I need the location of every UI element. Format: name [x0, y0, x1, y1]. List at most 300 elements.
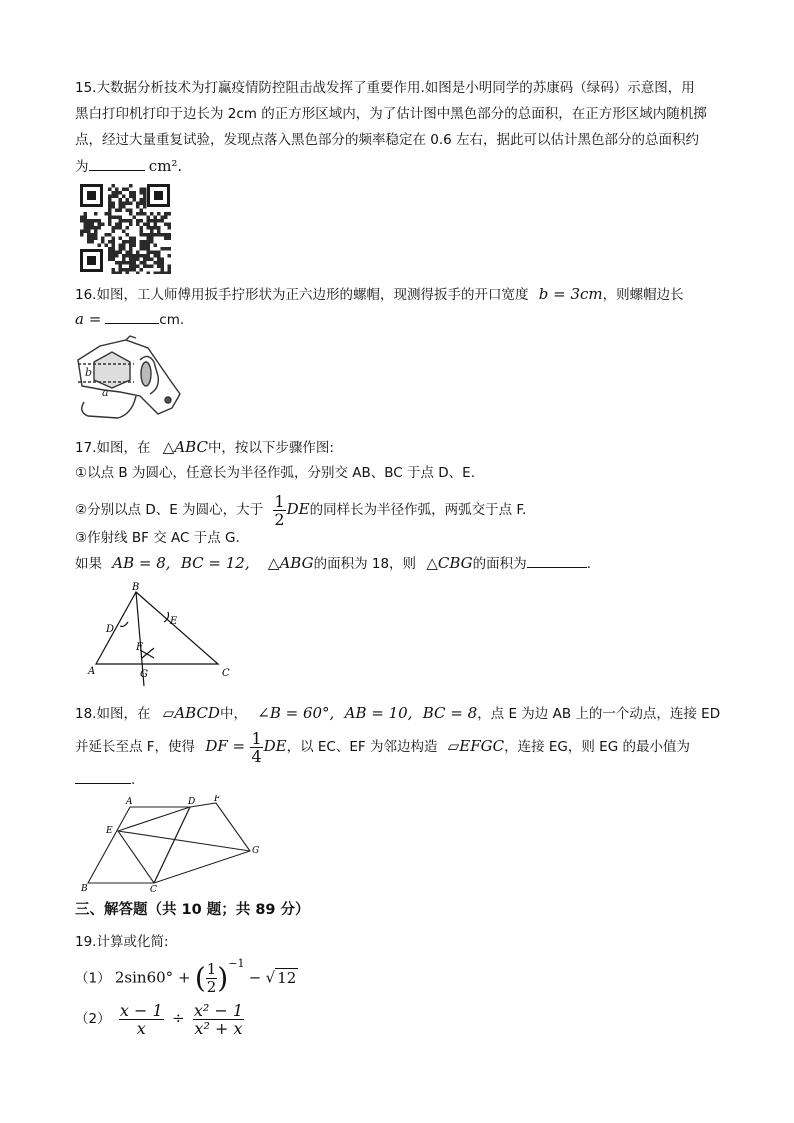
qr-module — [122, 240, 126, 244]
q18-line1-post: ，点 E 为边 AB 上的一个动点，连接 ED — [477, 706, 721, 722]
qr-module — [136, 223, 140, 227]
qr-module — [129, 223, 133, 227]
qr-module — [126, 240, 130, 244]
qr-module — [133, 254, 137, 258]
qr-module — [105, 244, 109, 248]
qr-module — [101, 237, 105, 241]
q17-step1: ①以点 B 为圆心，任意长为半径作弧，分别交 AB、BC 于点 D、E. — [75, 465, 475, 481]
fig17-label-f: F — [136, 642, 143, 653]
qr-module — [143, 195, 147, 199]
qr-module — [115, 254, 119, 258]
qr-module — [133, 191, 137, 195]
qr-module — [133, 237, 137, 241]
qr-module — [143, 223, 147, 227]
q17-tri-abc: △ABC — [162, 438, 208, 456]
qr-module — [143, 212, 147, 216]
q19-p1-paren-open: ( — [194, 961, 206, 995]
q19-p2-label: （2） — [75, 1011, 111, 1027]
qr-module — [108, 188, 112, 192]
q18-line2-mid: ，以 EC、EF 为邻边构造 — [286, 739, 438, 755]
q18-line3 — [75, 769, 135, 790]
qr-module — [84, 223, 88, 227]
qr-module — [112, 254, 116, 258]
qr-module — [133, 240, 137, 244]
q16-a-eq: a = — [75, 310, 102, 328]
qr-module — [98, 223, 102, 227]
qr-module — [126, 198, 130, 202]
qr-module — [157, 230, 161, 234]
qr-module — [147, 265, 151, 269]
qr-module — [147, 240, 151, 244]
qr-module — [150, 265, 154, 269]
qr-module — [112, 226, 116, 230]
qr-module — [80, 219, 84, 223]
qr-module — [115, 272, 119, 275]
q19-part1 — [75, 954, 298, 999]
qr-module — [98, 226, 102, 230]
qr-module — [112, 237, 116, 241]
qr-module — [80, 216, 84, 220]
qr-module — [108, 195, 112, 199]
fig17-label-e: E — [170, 616, 178, 627]
qr-module — [101, 223, 105, 227]
qr-module — [84, 212, 88, 216]
q17-fraction-half — [273, 493, 285, 528]
qr-module — [150, 251, 154, 255]
q17-condition — [75, 553, 591, 574]
qr-module — [87, 233, 91, 237]
q19-p1-frac-num: 1 — [206, 960, 217, 978]
qr-module — [84, 230, 88, 234]
q15-unit: cm². — [148, 157, 183, 175]
qr-module — [168, 268, 172, 272]
qr-module — [129, 212, 133, 216]
q18-df-eq: DF = — [205, 737, 246, 755]
qr-module — [143, 198, 147, 202]
qr-module — [108, 240, 112, 244]
qr-module — [143, 261, 147, 265]
q18-line1-zh: 中， — [219, 706, 247, 722]
qr-module — [154, 233, 158, 237]
qr-module — [150, 233, 154, 237]
qr-module — [122, 254, 126, 258]
fig18-label-e: E — [106, 826, 113, 836]
q18-line3-post: . — [131, 772, 136, 788]
qr-module — [143, 244, 147, 248]
qr-module — [126, 251, 130, 255]
q15-line4 — [75, 156, 182, 177]
qr-module — [157, 265, 161, 269]
qr-module — [126, 219, 130, 223]
q18-frac-den: 4 — [251, 746, 262, 766]
qr-module — [98, 219, 102, 223]
qr-module — [157, 258, 161, 262]
qr-module — [164, 216, 168, 220]
q19-p2-num2: x² − 1 — [193, 1000, 244, 1020]
qr-module — [115, 223, 119, 227]
qr-module — [164, 272, 168, 275]
qr-module — [136, 202, 140, 206]
qr-module — [94, 212, 98, 216]
qr-module — [119, 191, 123, 195]
qr-module — [140, 268, 144, 272]
fig16-b-label: b — [85, 366, 93, 379]
qr-module — [150, 212, 154, 216]
qr-module — [108, 223, 112, 227]
qr-module — [154, 251, 158, 255]
q15-line2: 黑白打印机打印于边长为 2cm 的正方形区域内，为了估计图中黑色部分的总面积，在正方形区域内随机掷 — [75, 106, 707, 122]
qr-module — [122, 258, 126, 262]
qr-module — [119, 247, 123, 251]
qr-module — [143, 247, 147, 251]
qr-module — [119, 223, 123, 227]
q17-period: . — [586, 556, 591, 572]
fig18-label-f: F — [214, 795, 221, 804]
qr-module — [140, 233, 144, 237]
qr-module — [129, 247, 133, 251]
wrench-figure — [74, 330, 186, 422]
qr-module — [133, 216, 137, 220]
qr-module — [136, 272, 140, 275]
qr-module — [129, 258, 133, 262]
q18-para-efgc: ▱EFGC — [447, 737, 505, 755]
qr-module — [133, 244, 137, 248]
qr-module — [133, 258, 137, 262]
qr-module — [147, 237, 151, 241]
qr-module — [91, 237, 95, 241]
qr-module — [84, 226, 88, 230]
q18-line1-pre: 18.如图，在 — [75, 706, 151, 722]
qr-module — [140, 209, 144, 213]
qr-module — [161, 233, 165, 237]
q18-line1 — [75, 703, 720, 724]
qr-module — [108, 209, 112, 213]
qr-module — [154, 272, 158, 275]
q17-cond-pre: 如果 — [75, 556, 102, 572]
qr-module — [157, 251, 161, 255]
qr-module — [129, 184, 133, 188]
sqrt-icon: √ — [265, 968, 276, 987]
qr-module — [84, 219, 88, 223]
qr-module — [136, 219, 140, 223]
qr-module — [119, 209, 123, 213]
fig18-label-g: G — [252, 846, 260, 856]
qr-module — [112, 195, 116, 199]
q17-cond-post: 的面积为 — [472, 556, 527, 572]
qr-module — [133, 265, 137, 269]
q15-line1: 15.大数据分析技术为打赢疫情防控阻击战发挥了重要作用.如图是小明同学的苏康码（绿码）示意图，用 — [75, 80, 695, 96]
qr-module — [122, 202, 126, 206]
qr-module — [112, 202, 116, 206]
qr-module — [129, 268, 133, 272]
q17-line1 — [75, 437, 334, 458]
qr-module — [136, 265, 140, 269]
qr-module — [147, 247, 151, 251]
qr-module — [126, 254, 130, 258]
q17-tri-cbg: △CBG — [426, 554, 473, 572]
qr-module — [119, 272, 123, 275]
qr-module — [126, 261, 130, 265]
fig17-label-g: G — [140, 669, 148, 680]
qr-module — [143, 188, 147, 192]
qr-module — [108, 212, 112, 216]
qr-module — [112, 184, 116, 188]
q19-part2 — [75, 996, 244, 1041]
q16-line1-pre: 16.如图，工人师傅用扳手拧形状为正六边形的螺帽，现测得扳手的开口宽度 — [75, 287, 529, 303]
qr-module — [91, 233, 95, 237]
qr-module — [147, 258, 151, 262]
qr-module — [119, 198, 123, 202]
q19-p2-fraction1 — [119, 1002, 164, 1037]
qr-module — [140, 230, 144, 234]
qr-module — [94, 230, 98, 234]
qr-module — [126, 226, 130, 230]
fig17-label-b: B — [132, 582, 140, 593]
qr-module — [164, 233, 168, 237]
q19-p2-divide: ÷ — [171, 1009, 185, 1027]
qr-module — [108, 205, 112, 209]
qr-module — [87, 223, 91, 227]
q15-line3: 点，经过大量重复试验，发现点落入黑色部分的频率稳定在 0.6 左右，据此可以估计黑色部分的总面积约 — [75, 132, 700, 148]
qr-module — [140, 188, 144, 192]
q17-step2 — [75, 492, 526, 528]
qr-module — [164, 247, 168, 251]
qr-module — [168, 237, 172, 241]
qr-module — [168, 233, 172, 237]
qr-module — [122, 205, 126, 209]
qr-module — [108, 254, 112, 258]
qr-module — [122, 195, 126, 199]
qr-module — [154, 244, 158, 248]
qr-module — [101, 240, 105, 244]
qr-module — [143, 254, 147, 258]
qr-module — [168, 226, 172, 230]
qr-module — [115, 226, 119, 230]
qr-module — [136, 205, 140, 209]
qr-module — [140, 226, 144, 230]
qr-module — [126, 272, 130, 275]
qr-module — [150, 258, 154, 262]
qr-module — [108, 251, 112, 255]
qr-module — [143, 240, 147, 244]
q17-frac-den: 2 — [274, 509, 285, 529]
qr-module — [87, 237, 91, 241]
parallelogram-figure — [76, 795, 266, 893]
q17-de: DE — [286, 500, 310, 518]
q18-para-abcd: ▱ABCD — [162, 704, 220, 722]
qr-module — [168, 223, 172, 227]
qr-module — [168, 254, 172, 258]
qr-module — [140, 219, 144, 223]
q17-step2-post: 的同样长为半径作弧，两弧交于点 F. — [309, 502, 527, 518]
section-3-heading: 三、解答题（共 10 题；共 89 分） — [75, 902, 310, 918]
qr-module — [140, 191, 144, 195]
qr-module — [147, 244, 151, 248]
qr-module — [140, 244, 144, 248]
qr-module — [157, 226, 161, 230]
qr-module — [154, 223, 158, 227]
qr-module — [119, 202, 123, 206]
q19-p2-num1: x − 1 — [119, 1000, 163, 1020]
qr-module — [112, 268, 116, 272]
qr-module — [133, 195, 137, 199]
qr-module — [129, 261, 133, 265]
qr-module — [122, 230, 126, 234]
qr-module — [161, 265, 165, 269]
qr-module — [136, 258, 140, 262]
q19-p1-label: （1） — [75, 970, 111, 987]
qr-module — [164, 237, 168, 241]
q17-step2-pre: ②分别以点 D、E 为圆心，大于 — [75, 502, 264, 518]
qr-module — [105, 233, 109, 237]
qr-module — [147, 219, 151, 223]
qr-module — [126, 209, 130, 213]
q18-fraction-quarter — [250, 730, 262, 765]
qr-module — [94, 219, 98, 223]
qr-module — [140, 254, 144, 258]
qr-module — [94, 237, 98, 241]
q16-line2 — [75, 309, 184, 330]
qr-module — [115, 261, 119, 265]
qr-module — [168, 247, 172, 251]
qr-module — [115, 251, 119, 255]
qr-module — [112, 191, 116, 195]
qr-module — [112, 205, 116, 209]
qr-module — [84, 216, 88, 220]
qr-module — [122, 247, 126, 251]
qr-module — [91, 240, 95, 244]
qr-module — [157, 254, 161, 258]
qr-module — [150, 230, 154, 234]
qr-module — [143, 265, 147, 269]
qr-module — [136, 212, 140, 216]
qr-module — [133, 261, 137, 265]
qr-module — [129, 195, 133, 199]
q19-p2-fraction2 — [193, 1002, 244, 1037]
qr-module — [154, 219, 158, 223]
qr-module — [154, 261, 158, 265]
qr-module — [112, 258, 116, 262]
qr-module — [112, 244, 116, 248]
q18-ab-eq: AB = 10, — [344, 704, 413, 722]
qr-module — [129, 244, 133, 248]
qr-module — [140, 261, 144, 265]
q19-p1-fraction — [206, 961, 218, 996]
qr-module — [129, 209, 133, 213]
q19-p1-expr-a: 2sin60° + — [114, 968, 191, 987]
qr-module — [140, 240, 144, 244]
qr-module — [122, 244, 126, 248]
q19-p1-minus: − — [248, 968, 262, 987]
qr-module — [129, 237, 133, 241]
q18-de: DE — [263, 737, 287, 755]
qr-module — [129, 219, 133, 223]
qr-module — [119, 219, 123, 223]
qr-module — [126, 233, 130, 237]
qr-module — [147, 254, 151, 258]
qr-module — [80, 230, 84, 234]
fig16-a-label: a — [102, 386, 109, 399]
q19-p1-paren-close: ) — [217, 961, 229, 995]
qr-module — [147, 251, 151, 255]
qr-module — [105, 212, 109, 216]
qr-module — [108, 202, 112, 206]
qr-module — [143, 191, 147, 195]
qr-module — [164, 223, 168, 227]
qr-module — [87, 240, 91, 244]
q16-b-eq: b = 3cm — [538, 285, 603, 303]
q18-bc-eq: BC = 8 — [422, 704, 478, 722]
q19-title: 19.计算或化简: — [75, 934, 169, 950]
qr-module — [122, 268, 126, 272]
qr-module — [112, 251, 116, 255]
qr-module — [112, 247, 116, 251]
qr-module — [108, 247, 112, 251]
qr-module — [119, 251, 123, 255]
qr-module — [119, 226, 123, 230]
qr-module — [126, 268, 130, 272]
qr-module — [115, 195, 119, 199]
qr-module — [129, 191, 133, 195]
qr-module — [157, 261, 161, 265]
qr-module — [168, 272, 172, 275]
qr-module — [136, 254, 140, 258]
qr-module — [129, 265, 133, 269]
q18-answer-blank — [75, 769, 131, 784]
qr-module — [157, 233, 161, 237]
qr-module — [157, 219, 161, 223]
qr-code-image — [78, 182, 172, 274]
qr-module — [129, 254, 133, 258]
qr-module — [119, 237, 123, 241]
qr-module — [147, 272, 151, 275]
q17-cond-mid: 的面积为 18，则 — [313, 556, 417, 572]
qr-module — [157, 272, 161, 275]
q19-p2-den2: x² + x — [194, 1018, 243, 1038]
qr-module — [91, 219, 95, 223]
q17-bc-eq: BC = 12, — [180, 554, 250, 572]
qr-module — [161, 247, 165, 251]
fig18-label-c: C — [150, 885, 157, 893]
qr-module — [87, 226, 91, 230]
q19-p1-sqrt-arg: 12 — [277, 968, 297, 987]
q17-ab-eq: AB = 8, — [112, 554, 171, 572]
qr-module — [143, 205, 147, 209]
qr-module — [108, 198, 112, 202]
qr-module — [168, 212, 172, 216]
q17-line1-post: 中，按以下步骤作图: — [207, 440, 334, 456]
qr-module — [147, 226, 151, 230]
qr-module — [129, 251, 133, 255]
qr-module — [122, 219, 126, 223]
qr-module — [140, 202, 144, 206]
q19-p2-den1: x — [136, 1018, 146, 1038]
qr-module — [133, 198, 137, 202]
qr-module — [115, 209, 119, 213]
qr-module — [119, 261, 123, 265]
qr-module — [147, 223, 151, 227]
qr-module — [122, 261, 126, 265]
qr-module — [154, 216, 158, 220]
qr-module — [112, 230, 116, 234]
q18-line2-post: ，连接 EG，则 EG 的最小值为 — [504, 739, 690, 755]
q17-frac-num: 1 — [274, 491, 285, 511]
qr-module — [119, 244, 123, 248]
qr-module — [147, 233, 151, 237]
qr-module — [122, 188, 126, 192]
qr-module — [154, 226, 158, 230]
q19-p1-exponent: −1 — [228, 957, 245, 970]
